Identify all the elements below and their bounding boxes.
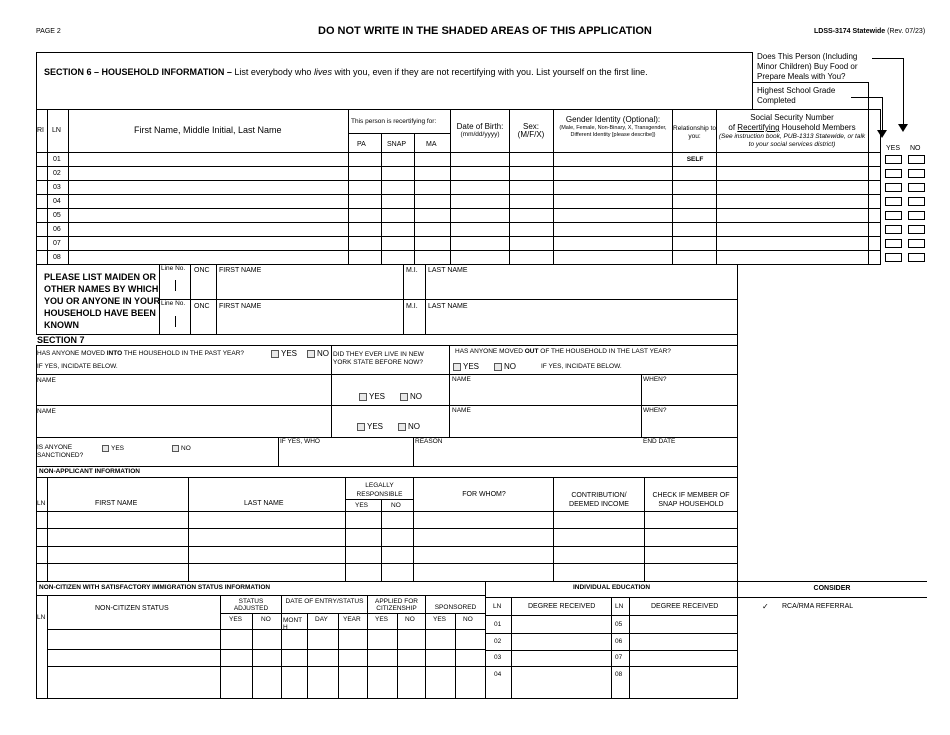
buy-food-no-box[interactable] (908, 197, 925, 206)
col-snap: SNAP (387, 141, 407, 148)
moved-out-yes-label: YES (463, 362, 480, 371)
sanctioned-who: IF YES, WHO (280, 438, 320, 445)
buy-food-yes-box[interactable] (885, 211, 902, 220)
moved-in-yes-checkbox[interactable] (271, 350, 279, 358)
col-relationship: Relationship to you: (673, 125, 716, 140)
applied-citizenship: APPLIED FOR CITIZENSHIP (375, 598, 418, 612)
date-of-entry: DATE OF ENTRY/STATUS (285, 598, 364, 605)
household-row (36, 223, 881, 237)
maiden-first-name-input-1[interactable] (219, 278, 402, 298)
buy-food-yes-box[interactable] (885, 169, 902, 178)
check-icon: ✓ (762, 602, 769, 611)
row-ln: 04 (53, 198, 61, 205)
lived-ny-no-label: NO (408, 422, 420, 431)
moved-out-when-1: WHEN? (643, 376, 667, 383)
buy-food-no-box[interactable] (908, 225, 925, 234)
legally-responsible: LEGALLY RESPONSIBLE (356, 482, 403, 498)
row-ln: 06 (53, 226, 61, 233)
moved-out-if-yes: IF YES, INCIDATE BELOW. (541, 363, 622, 370)
household-name-input[interactable] (69, 209, 348, 222)
col-recertifying: This person is recertifying for: (351, 118, 437, 125)
buy-food-yes-box[interactable] (885, 155, 902, 164)
buy-food-no-box[interactable] (908, 211, 925, 220)
school-grade-question: Highest School Grade Completed (757, 86, 836, 105)
row-ln: 08 (53, 254, 61, 261)
maiden-line-no: Line No. (161, 300, 186, 307)
entry-day: DAY (315, 616, 328, 623)
sanctioned-yes-label: YES (111, 445, 125, 452)
col-ma: MA (426, 141, 437, 148)
sanction-end-date: END DATE (643, 438, 676, 445)
moved-out-when-2: WHEN? (643, 407, 667, 414)
household-row (36, 153, 881, 167)
col-ssn: Social Security Number (750, 113, 834, 122)
maiden-mi: M.I. (406, 303, 418, 310)
adjusted-yes: YES (229, 616, 243, 623)
contribution-income: CONTRIBUTION/ DEEMED INCOME (569, 492, 629, 508)
applied-no: NO (405, 616, 415, 623)
noncitizen-title: NON-CITIZEN WITH SATISFACTORY IMMIGRATION STATUS INFORMATION (39, 584, 271, 591)
maiden-last-name: LAST NAME (428, 303, 468, 310)
sanctioned-no-label: NO (181, 445, 191, 452)
buy-food-yes-box[interactable] (885, 225, 902, 234)
household-row (36, 167, 881, 181)
rca-rma-referral: RCA/RMA REFERRAL (782, 603, 854, 610)
edu-ln-right: LN (615, 603, 624, 610)
lived-ny-no-checkbox-2[interactable] (398, 423, 406, 431)
sanction-reason: REASON (415, 438, 443, 445)
lived-ny-no-label: NO (410, 392, 422, 401)
buy-food-yes-box[interactable] (885, 253, 902, 262)
maiden-names-title: PLEASE LIST MAIDEN OR OTHER NAMES BY WHICH YOU OR ANYONE IN YOUR HOUSEHOLD HAVE BEEN KNOWN (44, 272, 161, 330)
noncitizen-status: NON-CITIZEN STATUS (95, 605, 169, 612)
nonapplicant-first-name: FIRST NAME (95, 500, 138, 507)
noncitizen-ln: LN (37, 614, 46, 621)
page-number: PAGE 2 (36, 28, 61, 35)
col-gender-note: (Male, Female, Non-Binary, X, Transgender, Different Identity [please describe]) (559, 125, 667, 138)
lived-ny-no-checkbox-1[interactable] (400, 393, 408, 401)
maiden-mi: M.I. (406, 267, 418, 274)
edu-ln-left: LN (493, 603, 502, 610)
nonapplicant-title: NON-APPLICANT INFORMATION (39, 468, 140, 475)
adjusted-no: NO (261, 616, 271, 623)
sanctioned-yes-checkbox[interactable] (102, 445, 109, 452)
household-row (36, 237, 881, 251)
buy-food-no-box[interactable] (908, 155, 925, 164)
sanctioned-question: IS ANYONE SANCTIONED? (37, 444, 84, 459)
moved-out-yes-checkbox[interactable] (453, 363, 461, 371)
col-yes: YES (886, 145, 901, 152)
row-ln: 07 (53, 240, 61, 247)
buy-food-no-box[interactable] (908, 169, 925, 178)
lived-ny-yes-checkbox-2[interactable] (357, 423, 365, 431)
edu-row-ln: 08 (615, 671, 623, 678)
edu-row-ln: 07 (615, 654, 623, 661)
maiden-first-name: FIRST NAME (219, 267, 262, 274)
col-sex-options: (M/F/X) (517, 130, 545, 139)
edu-row-ln: 05 (615, 621, 623, 628)
col-name: First Name, Middle Initial, Last Name (134, 125, 282, 135)
col-ri: RI (37, 127, 44, 134)
moved-in-name-1: NAME (37, 377, 56, 384)
self-label: SELF (686, 156, 704, 163)
edu-degree-left: DEGREE RECEIVED (528, 603, 596, 610)
household-name-input[interactable] (69, 237, 348, 250)
household-name-input[interactable] (69, 167, 348, 180)
edu-row-ln: 06 (615, 638, 623, 645)
moved-out-name-2: NAME (452, 407, 471, 414)
edu-row-ln: 02 (494, 638, 502, 645)
moved-in-yes-label: YES (281, 349, 298, 358)
form-id: LDSS-3174 Statewide (Rev. 07/23) (814, 28, 926, 35)
row-ln: 02 (53, 170, 61, 177)
maiden-first-name: FIRST NAME (219, 303, 262, 310)
maiden-onc: ONC (194, 303, 210, 310)
applied-yes: YES (375, 616, 389, 623)
household-row (36, 251, 881, 265)
education-title: INDIVIDUAL EDUCATION (572, 584, 651, 591)
lived-ny-yes-checkbox-1[interactable] (359, 393, 367, 401)
entry-month: MONTH (283, 617, 303, 631)
moved-out-question: HAS ANYONE MOVED OUT OF THE HOUSEHOLD IN THE LAST YEAR? (455, 348, 671, 355)
household-name-input[interactable] (69, 223, 348, 236)
moved-out-name-1: NAME (452, 376, 471, 383)
household-name-input[interactable] (69, 181, 348, 194)
legally-yes: YES (355, 502, 369, 509)
household-row (36, 195, 881, 209)
row-ln: 03 (53, 184, 61, 191)
shaded-areas-notice: DO NOT WRITE IN THE SHADED AREAS OF THIS APPLICATION (318, 25, 652, 37)
arrow-down-icon (877, 130, 887, 138)
buy-food-yes-box[interactable] (885, 239, 902, 248)
snap-member-check: CHECK IF MEMBER OF SNAP HOUSEHOLD (652, 492, 730, 508)
col-no: NO (910, 145, 921, 152)
col-dob-format: (mm/dd/yyyy) (460, 131, 500, 138)
row-ln: 01 (53, 156, 61, 163)
arrow-down-icon (898, 124, 908, 132)
consider-title: CONSIDER (813, 585, 851, 592)
nonapplicant-last-name: LAST NAME (244, 500, 284, 507)
moved-in-question: HAS ANYONE MOVED INTO THE HOUSEHOLD IN THE PAST YEAR? (37, 350, 245, 357)
col-ssn-note: (See instruction book, PUB-1313 Statewide, or talk to your social services district) (718, 133, 866, 148)
legally-no: NO (391, 502, 401, 509)
moved-in-name-2: NAME (37, 408, 56, 415)
moved-in-no-label: NO (317, 349, 329, 358)
sponsored-no: NO (463, 616, 473, 623)
col-gender: Gender Identity (Optional): (565, 115, 661, 124)
status-adjusted: STATUS ADJUSTED (233, 598, 269, 612)
moved-in-no-checkbox[interactable] (307, 350, 315, 358)
buy-food-question: Does This Person (Including Minor Children) Buy Food or Prepare Meals with You? (757, 52, 858, 81)
sanctioned-no-checkbox[interactable] (172, 445, 179, 452)
buy-food-yes-box[interactable] (885, 183, 902, 192)
moved-out-no-checkbox[interactable] (494, 363, 502, 371)
lived-ny-question: DID THEY EVER LIVE IN NEW YORK STATE BEFORE NOW? (333, 351, 424, 366)
maiden-line-no: Line No. (161, 265, 186, 272)
for-whom: FOR WHOM? (462, 491, 506, 498)
edu-degree-right: DEGREE RECEIVED (651, 603, 719, 610)
buy-food-no-box[interactable] (908, 239, 925, 248)
col-ssn-recertifying: of Recertifying Household Members (728, 123, 856, 132)
col-dob: Date of Birth: (456, 122, 504, 131)
col-pa: PA (357, 141, 366, 148)
edu-row-ln: 01 (494, 621, 502, 628)
edu-row-ln: 04 (494, 671, 502, 678)
nonapplicant-ln: LN (37, 500, 46, 507)
section7-title: SECTION 7 (37, 335, 85, 345)
entry-year: YEAR (343, 616, 361, 623)
household-name-input[interactable] (69, 251, 348, 264)
moved-out-no-label: NO (504, 362, 516, 371)
sponsored: SPONSORED (434, 604, 477, 611)
sponsored-yes: YES (433, 616, 447, 623)
buy-food-no-box[interactable] (908, 253, 925, 262)
lived-ny-yes-label: YES (369, 392, 386, 401)
household-row (36, 181, 881, 195)
buy-food-no-box[interactable] (908, 183, 925, 192)
col-ln: LN (52, 127, 61, 134)
section6-title: SECTION 6 – HOUSEHOLD INFORMATION – List everybody who lives with you, even if they are not recertifying with you. List yourself on the first line. (44, 67, 648, 77)
maiden-last-name: LAST NAME (428, 267, 468, 274)
household-row (36, 209, 881, 223)
col-sex: Sex: (522, 122, 539, 131)
row-ln: 05 (53, 212, 61, 219)
lived-ny-yes-label: YES (367, 422, 384, 431)
moved-in-if-yes: IF YES, INCIDATE BELOW. (37, 363, 118, 370)
household-name-input[interactable] (69, 153, 348, 166)
household-name-input[interactable] (69, 195, 348, 208)
edu-row-ln: 03 (494, 654, 502, 661)
maiden-onc: ONC (194, 267, 210, 274)
buy-food-yes-box[interactable] (885, 197, 902, 206)
